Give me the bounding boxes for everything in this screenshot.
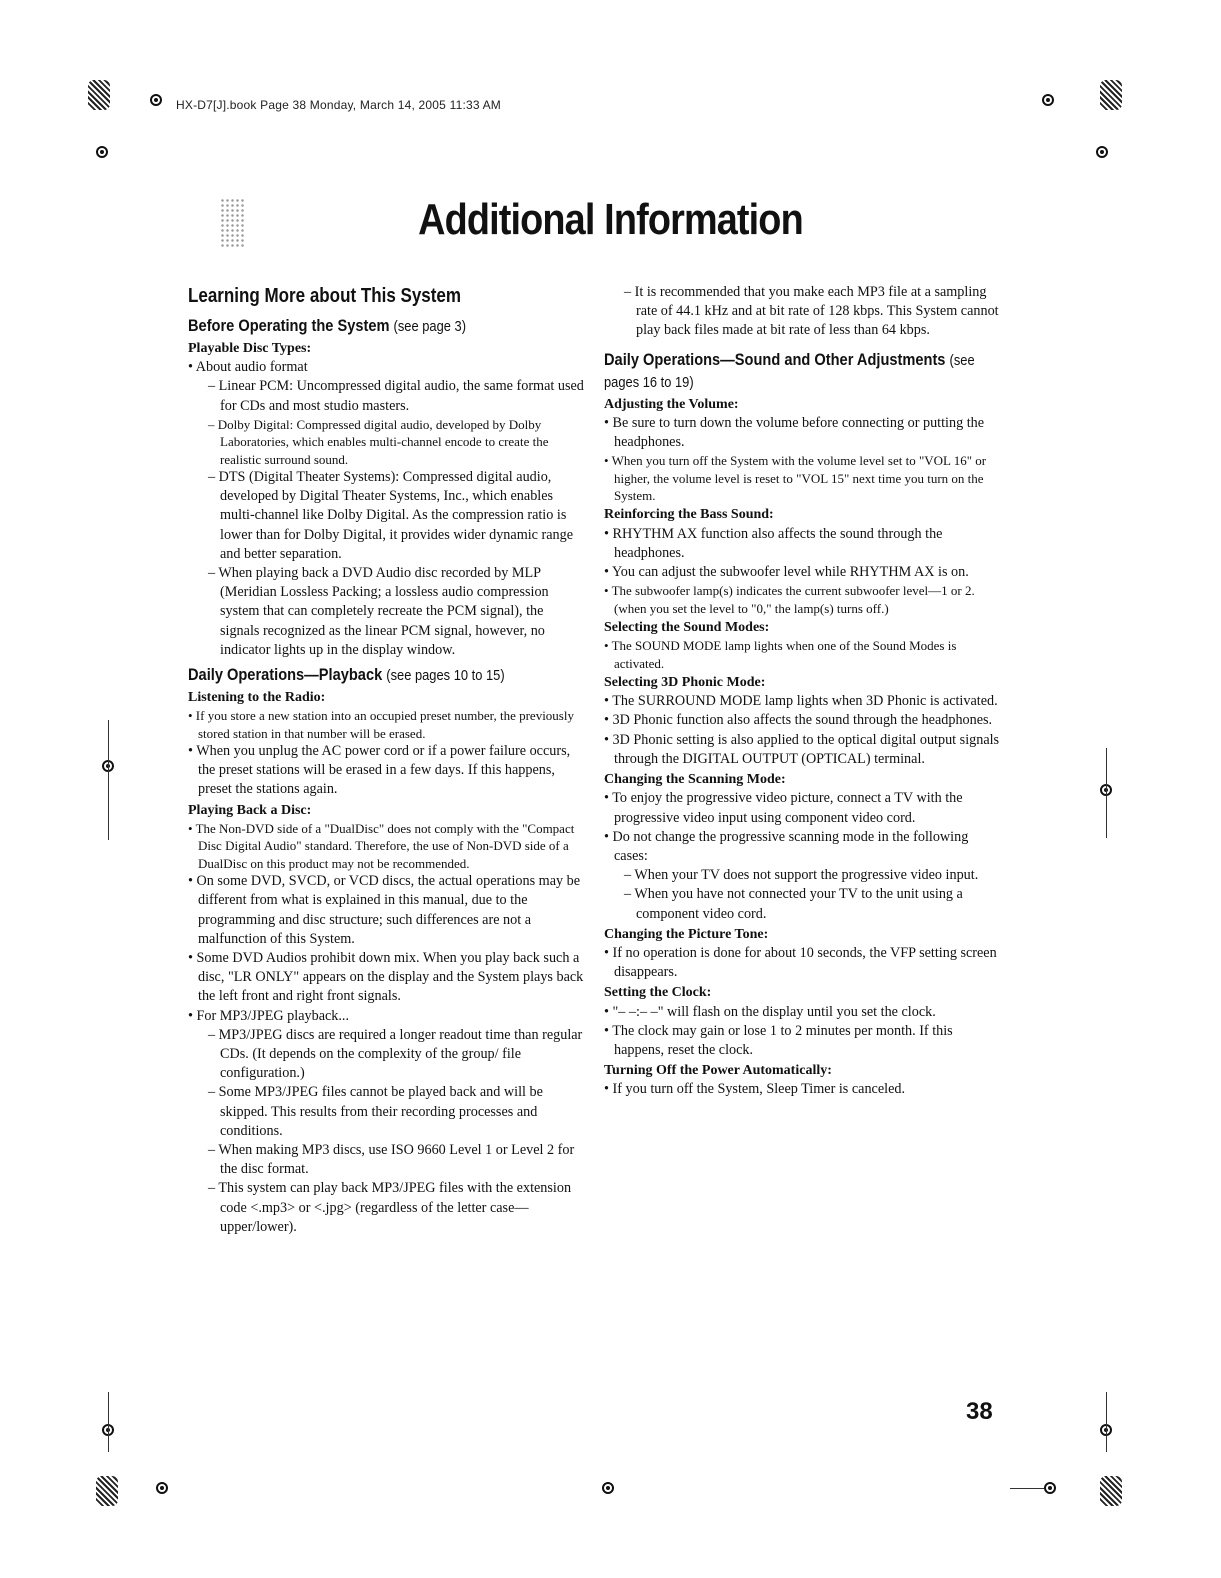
crop-line [1010,1488,1044,1489]
subsection-playback: Daily Operations—Playback (see pages 10 to 15) [188,665,505,685]
crop-mark-icon [96,146,108,158]
sound-modes-label: Selecting the Sound Modes: [604,620,770,636]
list-item: – When your TV does not support the progressive video input. [624,867,979,884]
list-item: • Some DVD Audios prohibit down mix. When you play back such a disc, "LR ONLY" appears on the display and the System plays back the left front and right front signals. [188,949,584,1005]
picture-label: Changing the Picture Tone: [604,926,769,942]
file-header: HX-D7[J].book Page 38 Monday, March 14, 2005 11:33 AM [176,98,502,112]
disc-label: Playing Back a Disc: [188,802,312,818]
list-item: • The SURROUND MODE lamp lights when 3D Phonic is activated. [604,693,998,710]
crop-line [1106,1392,1107,1452]
crop-line [108,1392,109,1452]
volume-label: Adjusting the Volume: [604,396,739,412]
list-item: – This system can play back MP3/JPEG files with the extension code <.mp3> or <.jpg> (regardless of the letter case—upper/lower). [208,1180,572,1235]
list-item: • If you store a new station into an occupied preset number, the previously stored station in that number will be erased. [188,708,574,741]
list-item: • For MP3/JPEG playback... [188,1007,350,1024]
list-item: • To enjoy the progressive video picture, connect a TV with the progressive video input using component video cord. [604,790,963,826]
crop-mark-icon [150,94,162,106]
radio-label: Listening to the Radio: [188,690,326,706]
list-item: • RHYTHM AX function also affects the sound through the headphones. [604,525,943,561]
list-item: • 3D Phonic function also affects the sound through the headphones. [604,712,993,729]
list-item: • 3D Phonic setting is also applied to the optical digital output signals through the DIGITAL OUTPUT (OPTICAL) terminal. [604,731,1000,767]
list-item: • When you unplug the AC power cord or if a power failure occurs, the preset stations will be erased in a few days. If this happens, preset the stations again. [188,743,571,798]
list-item: – Some MP3/JPEG files cannot be played back and will be skipped. This results from their recording processes and conditions. [208,1084,543,1139]
list-item: • The clock may gain or lose 1 to 2 minutes per month. If this happens, reset the clock. [604,1022,953,1058]
list-item: – When making MP3 discs, use ISO 9660 Level 1 or Level 2 for the disc format. [208,1141,575,1178]
scanning-label: Changing the Scanning Mode: [604,772,786,788]
list-item: • If no operation is done for about 10 seconds, the VFP setting screen disappears. [604,944,997,981]
crop-mark-icon [1096,146,1108,158]
list-item: – DTS (Digital Theater Systems): Compressed digital audio, developed by Digital Theater Systems, Inc., which enables multi-channel like Dolby Digital. As the compression ratio is lower than for Dolby Digital, it provides wider dynamic range and better separation. [208,469,574,562]
page-title: Additional Information [418,195,803,244]
list-item: – Linear PCM: Uncompressed digital audio, the same format used for CDs and most studio masters. [208,378,584,414]
section-heading-learning: Learning More about This System [188,285,461,307]
list-item: – When playing back a DVD Audio disc recorded by MLP (Meridian Lossless Packing; a lossless audio compression system that can completely recreate the PCM signal), the signals recognized as the linear PCM signal, however, no indicator lights up in the display window. [208,565,549,658]
crop-mark-icon [156,1482,168,1494]
list-item: • The SOUND MODE lamp lights when one of the Sound Modes is activated. [604,638,957,671]
phonic-label: Selecting 3D Phonic Mode: [604,675,766,691]
playable-disc-types-label: Playable Disc Types: [188,341,312,356]
power-label: Turning Off the Power Automatically: [604,1063,832,1079]
registration-mark-icon [88,80,110,110]
registration-mark-icon [1100,1476,1122,1506]
list-item: • Do not change the progressive scanning mode in the following cases: [604,828,969,864]
list-item: • The subwoofer lamp(s) indicates the current subwoofer level—1 or 2. (when you set the level to "0," the lamp(s) turns off.) [604,583,975,616]
list-item: • The Non-DVD side of a "DualDisc" does not comply with the "Compact Disc Digital Audio" standard. Therefore, the use of Non-DVD side of a DualDisc on this product may not be recommended. [188,820,575,871]
right-column [604,283,1002,1100]
list-item: • You can adjust the subwoofer level while RHYTHM AX is on. [604,564,969,581]
list-item: • On some DVD, SVCD, or VCD discs, the actual operations may be different from what is explained in this manual, due to the programming and disc structure; such differences are not a malfunction of this System. [188,873,581,947]
crop-mark-icon [1044,1482,1056,1494]
crop-mark-icon [602,1482,614,1494]
clock-label: Setting the Clock: [604,985,712,1001]
list-item: – MP3/JPEG discs are required a longer readout time than regular CDs. (It depends on the complexity of the group/ file configuration.) [208,1026,583,1082]
registration-mark-icon [96,1476,118,1506]
list-item: – When you have not connected your TV to the unit using a component video cord. [624,886,963,922]
list-item: – Dolby Digital: Compressed digital audio, developed by Dolby Laboratories, which enables multi-channel encode to create the realistic surround sound. [208,416,549,467]
page-number: 38 [966,1398,993,1425]
registration-mark-icon [1100,80,1122,110]
list-item: • If you turn off the System, Sleep Timer is canceled. [604,1081,906,1098]
left-column [188,283,586,1237]
crop-line [108,720,109,840]
subsection-before-operating: Before Operating the System (see page 3) [188,316,466,335]
crop-mark-icon [1042,94,1054,106]
bass-label: Reinforcing the Bass Sound: [604,507,774,523]
list-item: – It is recommended that you make each MP3 file at a sampling rate of 44.1 kHz and at bit rate of 128 kbps. This System cannot play back files made at bit rate of less than 64 kbps. [624,284,999,339]
crop-line [1106,748,1107,838]
list-item: • "– –:– –" will flash on the display until you set the clock. [604,1003,936,1020]
list-item: • About audio format [188,359,308,376]
list-item: • Be sure to turn down the volume before connecting or putting the headphones. [604,414,985,451]
list-item: • When you turn off the System with the volume level set to "VOL 16" or higher, the volume level is reset to "VOL 15" next time you turn on the System. [604,453,987,504]
subsection-sound: Daily Operations—Sound and Other Adjustments (see pages 16 to 19) [604,349,975,391]
